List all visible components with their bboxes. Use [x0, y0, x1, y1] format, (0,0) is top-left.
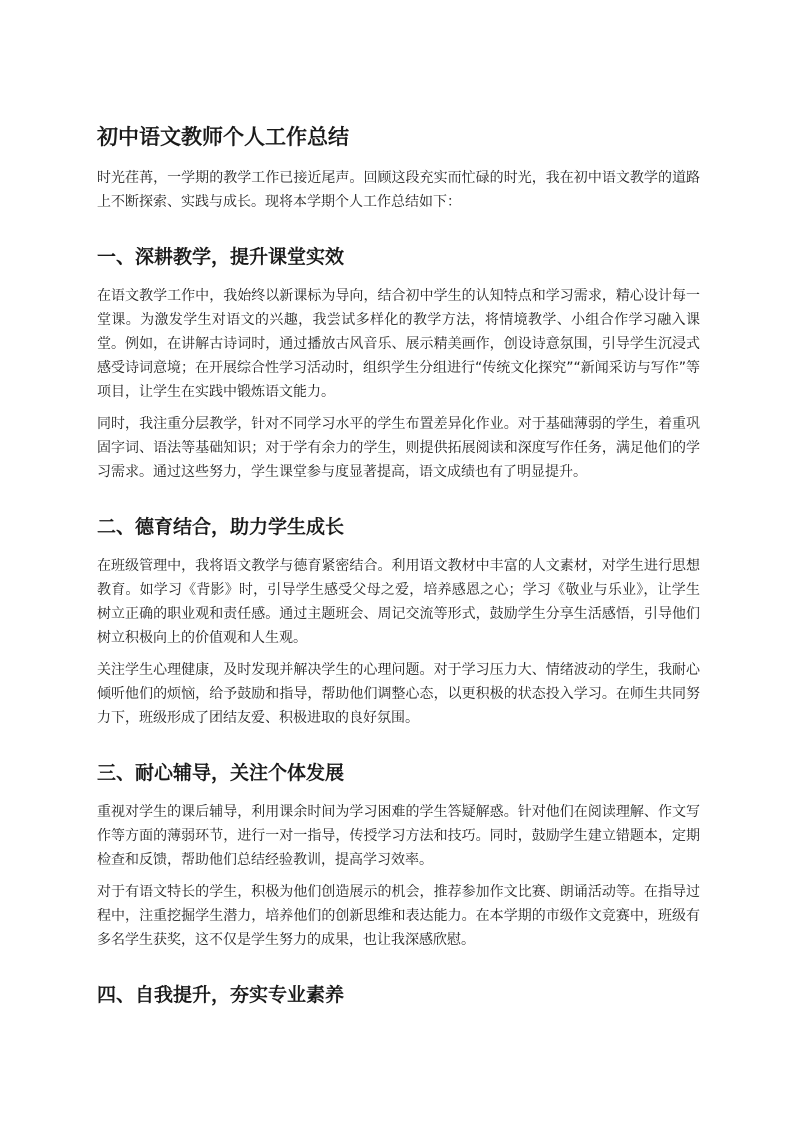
section-1-heading: 一、深耕教学，提升课堂实效 — [97, 246, 345, 268]
document-title: 初中语文教师个人工作总结 — [97, 125, 349, 149]
section-1-paragraph-1: 在语文教学工作中，我始终以新课标为导向，结合初中学生的认知特点和学习需求，精心设计每一堂课。为激发学生对语文的兴趣，我尝试多样化的教学方法，将情境教学、小组合作学习融入课堂。例如，在讲解古诗词时，通过播放古风音乐、展示精美画作，创设诗意氛围，引导学生沉浸式感受诗词意境；在开展综合性学习活动时，组织学生分组进行“传统文化探究”“新闻采访与写作”等项目，让学生在实践中锻炼语文能力。 — [97, 288, 701, 400]
section-2-heading: 二、德育结合，助力学生成长 — [97, 516, 345, 538]
document-page — [97, 120, 700, 1010]
section-2-paragraph-1: 在班级管理中，我将语文教学与德育紧密结合。利用语文教材中丰富的人文素材，对学生进行思想教育。如学习《背影》时，引导学生感受父母之爱，培养感恩之心；学习《敬业与乐业》，让学生树立正确的职业观和责任感。通过主题班会、周记交流等形式，鼓励学生分享生活感悟，引导他们树立积极向上的价值观和人生观。 — [97, 558, 700, 646]
section-1-paragraph-2: 同时，我注重分层教学，针对不同学习水平的学生布置差异化作业。对于基础薄弱的学生，着重巩固字词、语法等基础知识；对于学有余力的学生，则提供拓展阅读和深度写作任务，满足他们的学习需求。通过这些努力，学生课堂参与度显著提高，语文成绩也有了明显提升。 — [97, 416, 700, 480]
section-4-heading: 四、自我提升，夯实专业素养 — [97, 984, 345, 1006]
section-3-heading: 三、耐心辅导，关注个体发展 — [97, 762, 345, 784]
section-3-paragraph-2: 对于有语文特长的学生，积极为他们创造展示的机会，推荐参加作文比赛、朗诵活动等。在指导过程中，注重挖掘学生潜力，培养他们的创新思维和表达能力。在本学期的市级作文竞赛中，班级有多名学生获奖，这不仅是学生努力的成果，也让我深感欣慰。 — [97, 884, 700, 948]
section-2-paragraph-2: 关注学生心理健康，及时发现并解决学生的心理问题。对于学习压力大、情绪波动的学生，我耐心倾听他们的烦恼，给予鼓励和指导，帮助他们调整心态，以更积极的状态投入学习。在师生共同努力下，班级形成了团结友爱、积极进取的良好氛围。 — [97, 662, 700, 726]
section-3-paragraph-1: 重视对学生的课后辅导，利用课余时间为学习困难的学生答疑解惑。针对他们在阅读理解、作文写作等方面的薄弱环节，进行一对一指导，传授学习方法和技巧。同时，鼓励学生建立错题本，定期检查和反馈，帮助他们总结经验教训，提高学习效率。 — [97, 804, 700, 868]
intro-paragraph: 时光荏苒，一学期的教学工作已接近尾声。回顾这段充实而忙碌的时光，我在初中语文教学的道路上不断探索、实践与成长。现将本学期个人工作总结如下： — [97, 170, 700, 210]
